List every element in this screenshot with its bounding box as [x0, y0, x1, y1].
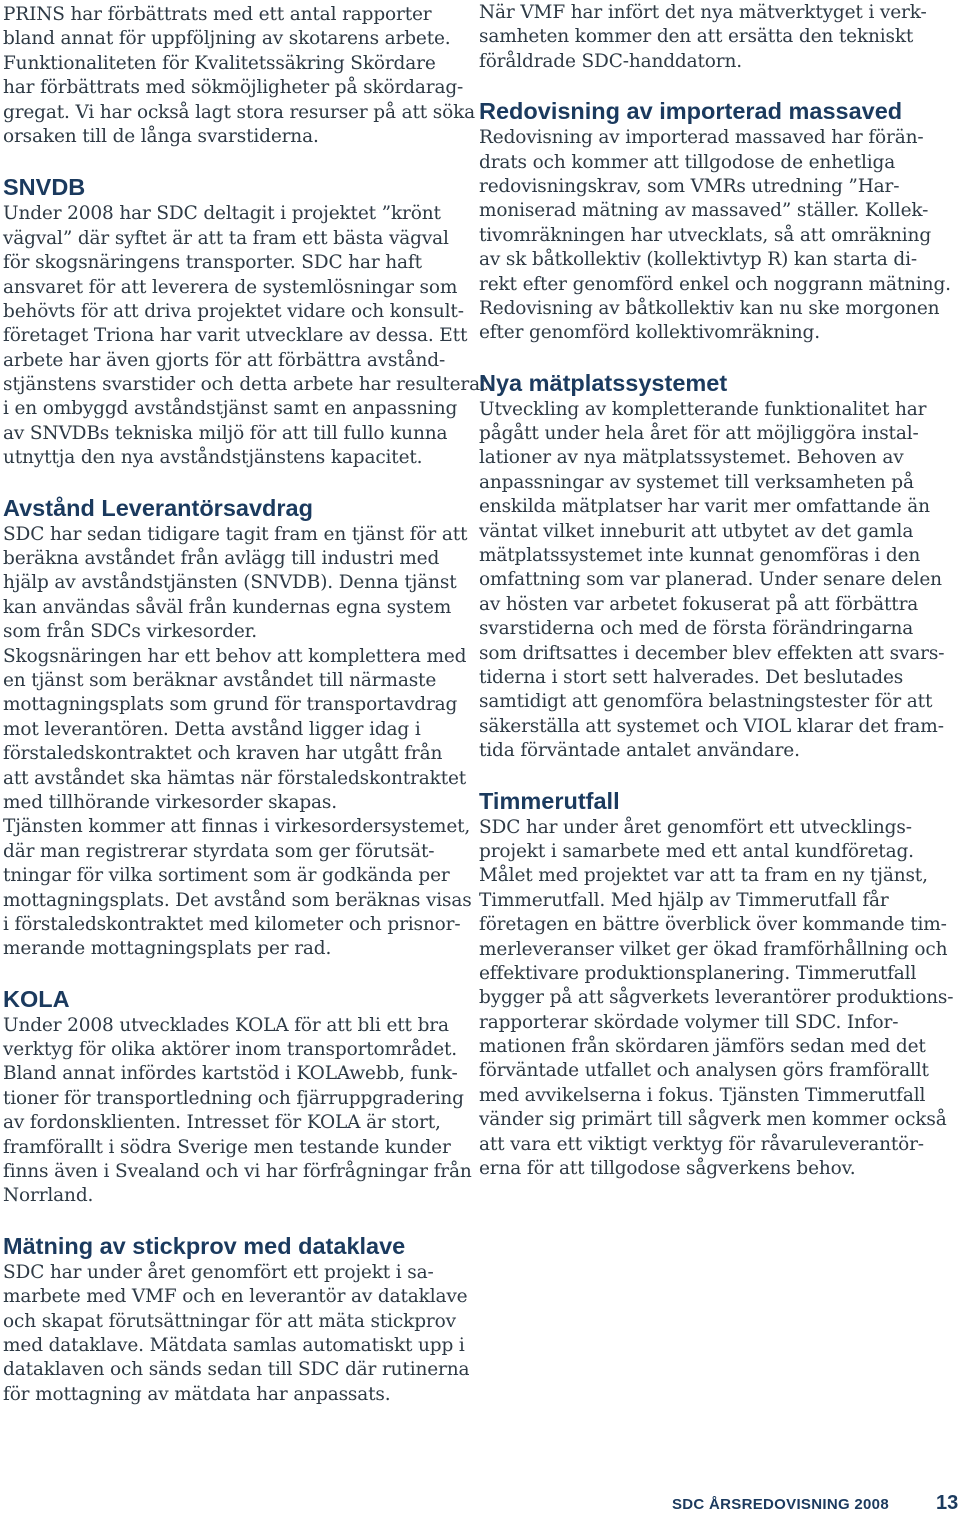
- text-line: dataklaven och sänds sedan till SDC där rutinerna: [3, 1359, 470, 1381]
- text-line: i förstaledskontraktet med kilometer och prisnor-: [3, 913, 461, 935]
- text-line: SDC har under året genomfört ett projekt i sa-: [3, 1261, 434, 1283]
- text-line: stjänstens svarstider och detta arbete har resulterat: [3, 374, 488, 396]
- text-line: vänder sig primärt till sågverk men kommer också: [479, 1109, 947, 1131]
- page-number: 13: [936, 1492, 959, 1514]
- text-line: Under 2008 utvecklades KOLA för att bli ett bra: [3, 1014, 449, 1036]
- text-line: företagen en bättre överblick över kommande tim-: [479, 914, 947, 936]
- text-line: pågått under hela året för att möjliggöra instal-: [479, 423, 919, 445]
- text-line: företaget Triona har varit utvecklare av dessa. Ett: [3, 325, 468, 347]
- text-line: vägval” där syftet är att ta fram ett bästa vägval: [3, 227, 449, 249]
- text-line: merande mottagningsplats per rad.: [3, 938, 332, 960]
- section-snvdb: [3, 172, 488, 470]
- text-line: Norrland.: [3, 1185, 94, 1207]
- text-line: projekt i samarbete med ett antal kundföretag.: [479, 840, 914, 862]
- footer-publication-title: SDC ÅRSREDOVISNING 2008: [672, 1496, 889, 1513]
- text-line: säkerställa att systemet och VIOL klarar det fram-: [479, 715, 944, 737]
- section-heading: Timmerutfall: [479, 787, 620, 814]
- text-line: för mottagning av mätdata har anpassats.: [3, 1383, 391, 1405]
- text-line: Tjänsten kommer att finnas i virkesordersystemet,: [3, 816, 471, 838]
- text-line: utnyttja den nya avståndstjänstens kapacitet.: [3, 447, 423, 469]
- text-line: förstaledskontraktet och kraven har utgått från: [3, 743, 443, 765]
- text-line: merleveranser vilket ger ökad framförhållning och: [479, 938, 948, 960]
- section-timmerutfall: [479, 786, 954, 1182]
- section-heading: SNVDB: [3, 174, 86, 201]
- text-line: och skapat förutsättningar för att mäta stickprov: [3, 1310, 456, 1332]
- text-line: efter genomförd kollektivomräkning.: [479, 322, 820, 344]
- section-body: [479, 816, 954, 1182]
- text-line: att vara ett viktigt verktyg för råvaruleverantör-: [479, 1133, 924, 1155]
- section-body: [479, 398, 945, 764]
- text-line: väntat vilket inneburit att utbytet av det gamla: [479, 520, 914, 542]
- intro-paragraph: [3, 3, 476, 149]
- text-line: mot leverantören. Detta avstånd ligger idag i: [3, 718, 421, 740]
- text-line: erna för att tillgodose sågverkens behov.: [479, 1158, 856, 1180]
- text-line: verktyg för olika aktörer inom transportområdet.: [3, 1039, 458, 1061]
- text-line: bygger på att sågverkets leverantörer produktions-: [479, 987, 954, 1009]
- section-kola: [3, 984, 472, 1209]
- section-body: [3, 1014, 472, 1209]
- section-avstand-leverantorsavdrag: [3, 493, 472, 962]
- text-line: Redovisning av importerad massaved har förän-: [479, 127, 924, 149]
- text-line: samtidigt att genomföra belastningstester för att: [479, 691, 933, 713]
- text-line: Timmerutfall. Med hjälp av Timmerutfall får: [479, 889, 889, 911]
- text-line: tioner för transportledning och fjärruppgradering: [3, 1087, 464, 1109]
- text-line: som driftsattes i december blev effekten att svars-: [479, 642, 945, 664]
- text-line: Under 2008 har SDC deltagit i projektet ”krönt: [3, 203, 441, 225]
- text-line: av SNVDBs tekniska miljö för att till fullo kunna: [3, 422, 448, 444]
- left-column: [3, 0, 488, 1407]
- text-line: att avståndet ska hämtas när förstaledskontraktet: [3, 767, 467, 789]
- text-line: PRINS har förbättrats med ett antal rapporter: [3, 4, 432, 25]
- section-body: [3, 202, 488, 470]
- text-line: med dataklave. Mätdata samlas automatiskt upp i: [3, 1334, 465, 1356]
- text-line: marbete med VMF och en leverantör av dataklave: [3, 1286, 468, 1308]
- text-line: mottagningsplats som grund för transportavdrag: [3, 694, 458, 716]
- text-line: av hösten var arbetet fokuserat på att förbättra: [479, 593, 919, 615]
- text-line: drats och kommer att tillgodose de enhetliga: [479, 151, 896, 173]
- text-line: gregat. Vi har också lagt stora resurser på att söka: [3, 101, 476, 123]
- text-line: SDC har sedan tidigare tagit fram en tjänst för att: [3, 523, 468, 545]
- text-line: rekt efter genomförd enkel och noggrann mätning.: [479, 273, 951, 295]
- text-line: kan användas såväl från kundernas egna system: [3, 596, 452, 618]
- text-line: som från SDCs virkesorder.: [3, 621, 258, 643]
- text-line: beräkna avståndet från avlägg till industri med: [3, 548, 440, 570]
- text-line: i en ombyggd avståndstjänst samt en anpassning: [3, 398, 458, 420]
- text-line: SDC har under året genomfört ett utvecklings-: [479, 816, 912, 838]
- text-line: arbete har även gjorts för att förbättra avstånd-: [3, 349, 446, 371]
- text-line: en tjänst som beräknar avståndet till närmaste: [3, 669, 437, 691]
- section-heading: Mätning av stickprov med dataklave: [3, 1232, 406, 1259]
- text-line: anpassningar av systemet till verksamheten på: [479, 471, 914, 493]
- section-body: [479, 126, 951, 346]
- text-line: tivomräkningen har utvecklats, så att omräkning: [479, 224, 932, 246]
- text-line: moniserad mätning av massaved” ställer. Kollek-: [479, 200, 929, 222]
- text-line: mätplatssystemet inte kunnat genomföras i den: [479, 545, 921, 567]
- right-column: [479, 0, 954, 1181]
- text-line: tningar för vilka sortiment som är godkända per: [3, 865, 450, 887]
- text-line: mottagningsplats. Det avstånd som beräknas visas: [3, 889, 472, 911]
- text-line: har förbättrats med sökmöjligheter på skördarag-: [3, 77, 464, 99]
- intro-paragraph: [479, 1, 929, 74]
- text-line: med avvikelserna i fokus. Tjänsten Timmerutfall: [479, 1084, 926, 1106]
- text-line: enskilda mätplatser har varit mer omfattande än: [479, 496, 930, 518]
- text-line: finns även i Svealand och vi har förfrågningar från: [3, 1161, 472, 1183]
- text-line: tiderna i stort sett halverades. Det beslutades: [479, 666, 904, 688]
- text-line: orsaken till de långa svarstiderna.: [3, 125, 319, 147]
- text-line: ansvaret för att leverera de systemlösningar som: [3, 276, 458, 298]
- text-line: omfattning som var planerad. Under senare delen: [479, 569, 942, 591]
- section-redovisning-massaved: [479, 96, 951, 346]
- text-line: föråldrade SDC-handdatorn.: [479, 50, 742, 72]
- section-matning-stickprov: [3, 1231, 470, 1407]
- section-heading: KOLA: [3, 985, 70, 1012]
- text-line: mationen från skördaren jämförs sedan med det: [479, 1036, 926, 1058]
- text-line: samheten kommer den att ersätta den tekniskt: [479, 26, 914, 48]
- section-heading: Avstånd Leverantörsavdrag: [3, 494, 313, 521]
- section-heading: Nya mätplatssystemet: [479, 369, 728, 396]
- text-line: Funktionaliteten för Kvalitetssäkring Skördare: [3, 52, 436, 74]
- text-line: redovisningskrav, som VMRs utredning ”Har-: [479, 175, 900, 197]
- text-line: där man registrerar styrdata som ger förutsät-: [3, 840, 435, 862]
- text-line: med tillhörande virkesorder skapas.: [3, 791, 338, 813]
- text-line: av sk båtkollektiv (kollektivtyp R) kan starta di-: [479, 249, 917, 271]
- text-line: behövts för att driva projektet vidare och konsult-: [3, 300, 464, 322]
- text-line: lationer av nya mätplatssystemet. Behoven av: [479, 447, 904, 469]
- text-line: hjälp av avståndstjänsten (SNVDB). Denna tjänst: [3, 572, 457, 594]
- section-body: [3, 523, 472, 962]
- section-nya-matplatssystemet: [479, 368, 945, 764]
- text-line: Bland annat infördes kartstöd i KOLAwebb, funk-: [3, 1063, 458, 1085]
- text-line: rapporterar skördade volymer till SDC. Infor-: [479, 1011, 899, 1033]
- text-line: för skogsnäringens transporter. SDC har haft: [3, 252, 422, 274]
- text-line: bland annat för uppföljning av skotarens arbete.: [3, 28, 451, 50]
- section-heading: Redovisning av importerad massaved: [479, 98, 903, 125]
- text-line: Redovisning av båtkollektiv kan nu ske morgonen: [479, 297, 940, 319]
- text-line: tida förväntade antalet användare.: [479, 740, 800, 762]
- text-line: När VMF har infört det nya mätverktyget i verk-: [479, 2, 927, 23]
- text-line: effektivare produktionsplanering. Timmerutfall: [479, 962, 917, 984]
- text-line: framförallt i södra Sverige men testande kunder: [3, 1136, 451, 1158]
- section-body: [3, 1261, 470, 1407]
- text-line: Skogsnäringen har ett behov att komplettera med: [3, 645, 467, 667]
- text-line: förväntade utfallet och analysen görs framförallt: [479, 1060, 929, 1082]
- text-line: av fordonsklienten. Intresset för KOLA är stort,: [3, 1112, 441, 1134]
- text-line: svarstiderna och med de första förändringarna: [479, 618, 914, 640]
- text-line: Utveckling av kompletterande funktionalitet har: [479, 398, 927, 420]
- text-line: Målet med projektet var att ta fram en ny tjänst,: [479, 865, 928, 887]
